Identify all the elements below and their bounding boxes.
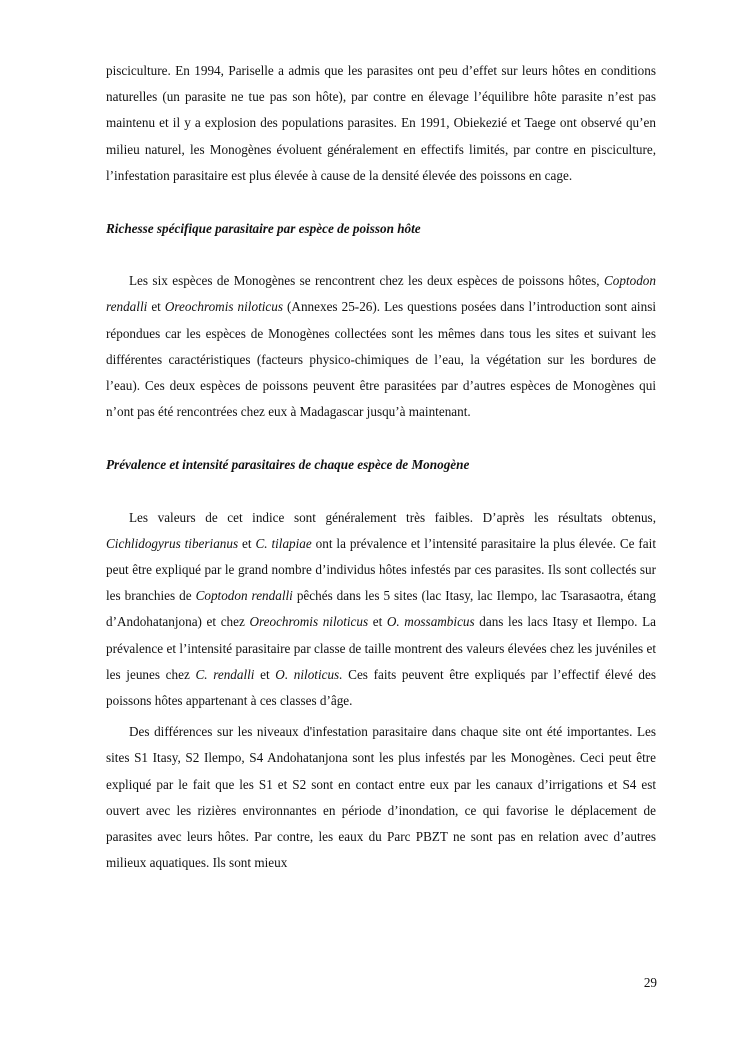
page-number: 29 bbox=[643, 975, 657, 990]
species-name: Cichlidogyrus tiberianus bbox=[106, 535, 239, 551]
species-name: C. tilapiae bbox=[255, 535, 312, 551]
spacer bbox=[106, 189, 656, 216]
spacer bbox=[106, 425, 656, 452]
paragraph-infestation-sites: Des différences sur les niveaux d'infestation parasitaire dans chaque site ont été importantes. Les sites S1 Itasy, S2 Ilempo, S4 Andohatanjona sont les plus infestés par les Monogènes. Ceci peut être expliqué par le fait que les S1 et S2 sont en contact entre eux par les canaux d’irrigations et S4 est ouvert avec les rizières environnantes en période d’inondation, ce qui favorise le déplacement de parasites avec leurs hôtes. Par contre, les eaux du Parc PBZT ne sont pas en relation avec d’autres milieux aquatiques. Ils sont mieux bbox=[106, 724, 656, 871]
paragraph-richesse: Les six espèces de Monogènes se rencontrent chez les deux espèces de poissons hôtes, Coptodon rendalli et Oreochromis niloticus (Annexes 25-26). Les questions posées dans l’introduction sont ainsi répondues car les espèces de Monogènes collectées sont les mêmes dans tous les sites et suivant les différentes caractéristiques (facteurs physico-chimiques de l’eau, la végétation sur les bordures de l’eau). Ces deux espèces de poissons peuvent être parasitées par d’autres espèces de Monogènes qui n’ont pas été rencontrées chez eux à Madagascar jusqu’à maintenant. bbox=[106, 273, 656, 420]
paragraph-pisciculture: pisciculture. En 1994, Pariselle a admis que les parasites ont peu d’effet sur leurs hôtes en conditions naturelles (un parasite ne tue pas son hôte), par contre en élevage l’équilibre hôte parasite n’est pas maintenu et il y a explosion des populations parasites. En 1991, Obiekezié et Taege ont observé qu’en milieu naturel, les Monogènes évoluent généralement en effectifs limités, par contre en pisciculture, l’infestation parasitaire est plus élevée à cause de la densité élevée des poissons en cage. bbox=[106, 63, 656, 183]
species-name: O. niloticus. bbox=[275, 666, 343, 682]
species-name: C. rendalli bbox=[195, 666, 255, 682]
species-name: Oreochromis niloticus bbox=[164, 299, 283, 315]
document-page bbox=[106, 58, 656, 876]
species-name: Coptodon rendalli bbox=[195, 588, 293, 604]
species-name: Coptodon rendalli bbox=[106, 273, 656, 315]
section-heading-richesse: Richesse spécifique parasitaire par espèce de poisson hôte bbox=[106, 221, 421, 237]
spacer bbox=[106, 479, 656, 505]
paragraph-prevalence: Les valeurs de cet indice sont généralement très faibles. D’après les résultats obtenus, Cichlidogyrus tiberianus et C. tilapiae ont la prévalence et l’intensité parasitaire la plus élevée. Ce fait peut être expliqué par le grand nombre d’individus hôtes infestés par ces parasites. Ils sont collectés sur les branchies de Coptodon rendalli pêchés dans les 5 sites (lac Itasy, lac Ilempo, lac Tsarasaotra, étang d’Andohatanjona) et chez Oreochromis niloticus et O. mossambicus dans les lacs Itasy et Ilempo. La prévalence et l’intensité parasitaire par classe de taille montrent des valeurs élevées chez les juvéniles et les jeunes chez C. rendalli et O. niloticus. Ces faits peuvent être expliqués par l’effectif élevé des poissons hôtes appartenant à ces classes d’âge. bbox=[106, 509, 657, 709]
section-heading-prevalence: Prévalence et intensité parasitaires de chaque espèce de Monogène bbox=[106, 457, 470, 473]
spacer bbox=[106, 242, 656, 268]
species-name: Oreochromis niloticus bbox=[249, 614, 369, 630]
species-name: O. mossambicus bbox=[386, 614, 475, 630]
